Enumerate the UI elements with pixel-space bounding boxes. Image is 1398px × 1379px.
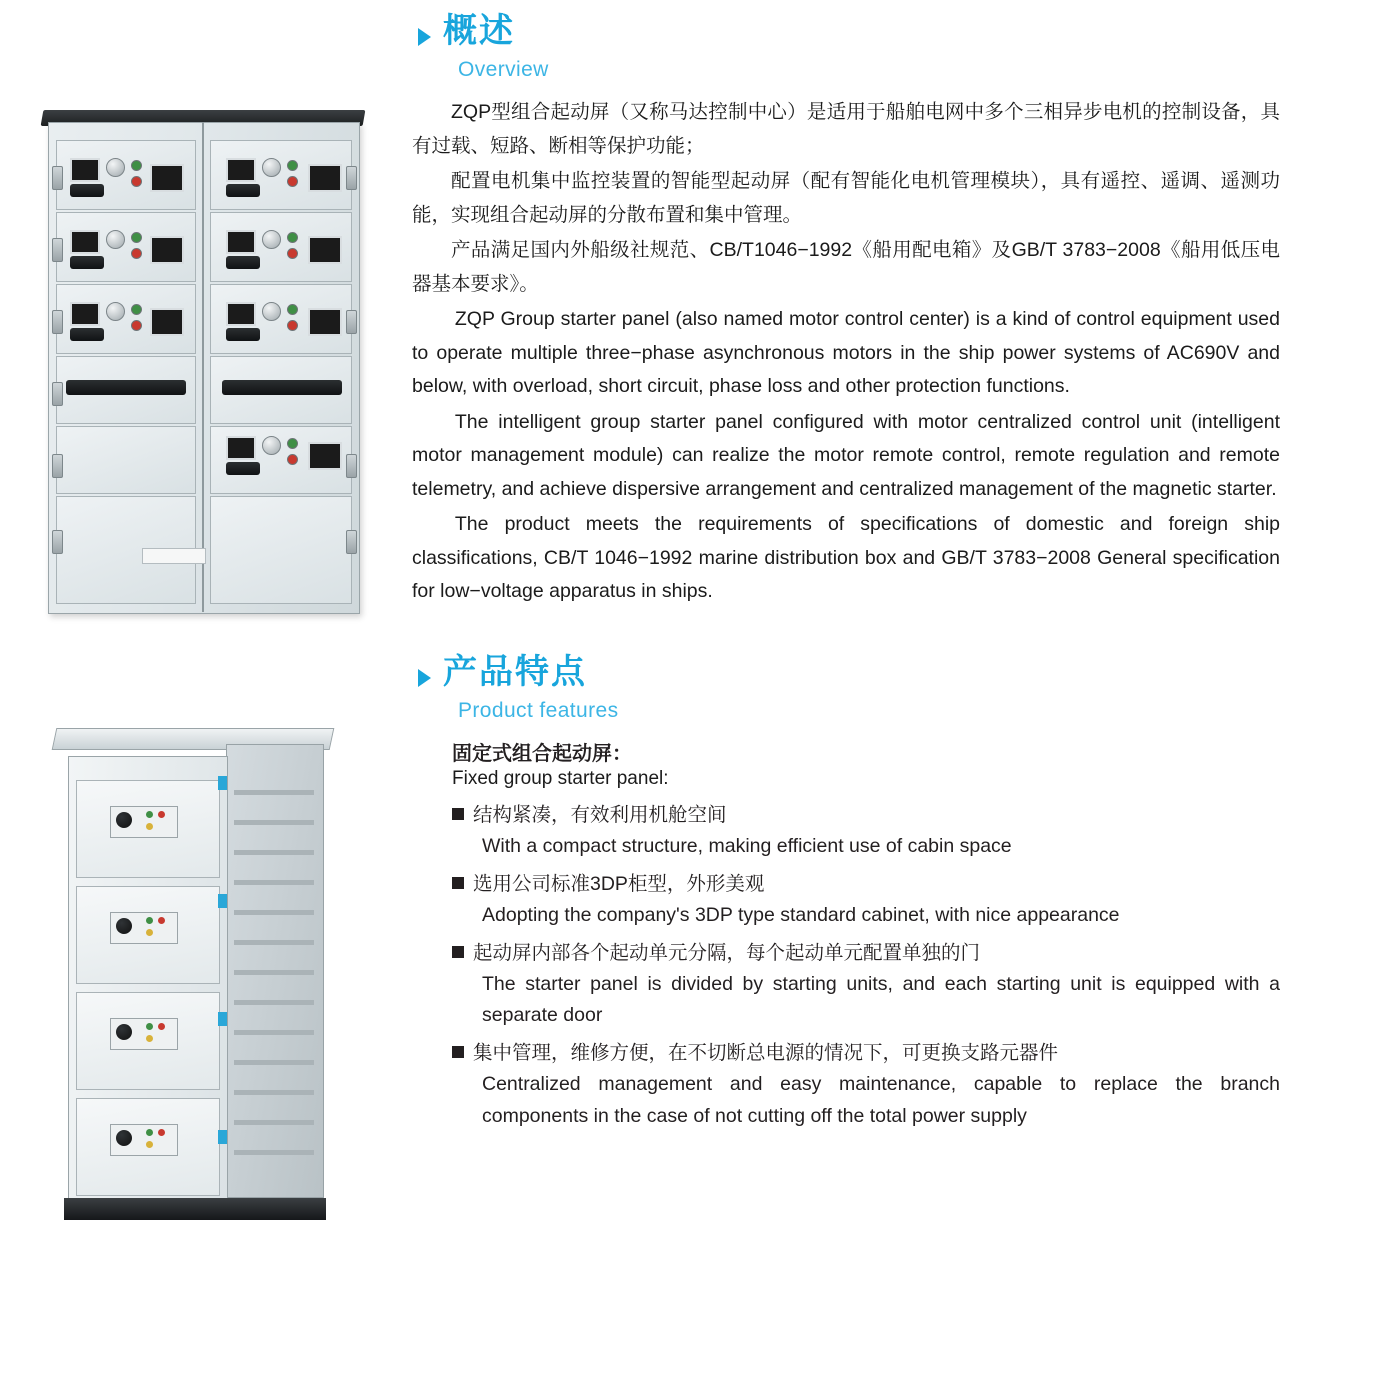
selector-knob — [262, 230, 281, 249]
door-hinge — [52, 382, 63, 406]
indicator-lamp — [146, 929, 153, 936]
feature-text-en: The starter panel is divided by starting units, and each starting unit is equipped with a separate door — [482, 972, 1280, 1027]
panel-meter — [150, 164, 184, 192]
triangle-bullet-icon — [418, 28, 431, 46]
side-vent-slot — [234, 850, 314, 855]
indicator-lamp — [146, 1023, 153, 1030]
indicator-lamp — [131, 248, 142, 259]
feature-text-cn: 选用公司标准3DP柜型，外形美观 — [473, 872, 765, 895]
indicator-lamp — [287, 160, 298, 171]
feature-text-cn-wrap — [452, 800, 1280, 831]
indicator-lamp — [287, 176, 298, 187]
indicator-lamp — [146, 811, 153, 818]
label-strip — [226, 328, 260, 341]
overview-paragraph-en: The intelligent group starter panel configured with motor centralized control unit (intelligent motor management module) can realize the motor remote control, remote regulation and remote telemetry, and achieve dispersive arrangement and centralized management of the magnetic starter. — [412, 410, 1280, 500]
side-vent-slot — [234, 1000, 314, 1005]
indicator-lamp — [287, 320, 298, 331]
door-handle-bar — [66, 380, 186, 395]
list-item — [452, 1038, 1280, 1132]
selector-knob — [262, 158, 281, 177]
indicator-lamp — [287, 248, 298, 259]
indicator-lamp — [287, 232, 298, 243]
label-strip — [70, 256, 104, 269]
section-title-en: Overview — [458, 58, 549, 81]
list-item — [452, 938, 1280, 1032]
selector-knob — [262, 302, 281, 321]
selector-knob — [106, 230, 125, 249]
indicator-lamp — [287, 304, 298, 315]
selector-knob — [116, 1130, 132, 1146]
square-bullet-icon — [452, 946, 464, 958]
indicator-lamp — [146, 1129, 153, 1136]
indicator-lamp — [146, 1141, 153, 1148]
door-hinge — [52, 166, 63, 190]
figure-column — [0, 0, 400, 1379]
side-vent-slot — [234, 1060, 314, 1065]
section-title-cn: 产品特点 — [443, 652, 587, 691]
feature-text-cn: 起动屏内部各个起动单元分隔，每个起动单元配置单独的门 — [473, 941, 981, 964]
feature-text-cn: 集中管理，维修方便，在不切断总电源的情况下，可更换支路元器件 — [473, 1041, 1059, 1064]
section-heading-overview — [418, 14, 1280, 48]
panel-meter — [226, 158, 256, 182]
door-hinge — [52, 530, 63, 554]
selector-knob — [116, 918, 132, 934]
overview-paragraph-en: ZQP Group starter panel (also named motor control center) is a kind of control equipment used to operate multiple three−phase asynchronous motors in the ship power systems of AC690V and below, with overload, short circuit, phase loss and other protection functions. — [412, 308, 1280, 398]
indicator-lamp — [131, 176, 142, 187]
feature-text-en: Centralized management and easy maintenance, capable to replace the branch components in the case of not cutting off the total power supply — [482, 1073, 1280, 1127]
square-bullet-icon — [452, 1046, 464, 1058]
indicator-lamp — [287, 454, 298, 465]
indicator-lamp — [131, 160, 142, 171]
side-vent-slot — [234, 1150, 314, 1155]
content-column — [412, 0, 1280, 1138]
side-vent-slot — [234, 820, 314, 825]
panel-meter — [226, 230, 256, 254]
panel-meter — [226, 302, 256, 326]
selector-knob — [116, 812, 132, 828]
side-vent-slot — [234, 940, 314, 945]
panel-meter — [150, 308, 184, 336]
feature-subtitle-en: Fixed group starter panel: — [452, 767, 669, 789]
indicator-lamp — [158, 1129, 165, 1136]
figure-group-starter-panel-front-photo — [30, 100, 380, 650]
side-vent-slot — [234, 880, 314, 885]
feature-subtitle-cn: 固定式组合起动屏： — [452, 742, 632, 765]
indicator-lamp — [287, 438, 298, 449]
square-bullet-icon — [452, 877, 464, 889]
door-latch — [218, 894, 227, 908]
cabinet-door — [210, 496, 352, 604]
cabinet-illustration-top — [30, 100, 380, 650]
label-strip — [226, 184, 260, 197]
label-strip — [70, 328, 104, 341]
feature-list — [452, 737, 1280, 1132]
label-strip — [226, 256, 260, 269]
feature-text-cn-wrap — [452, 869, 1280, 900]
door-hinge — [346, 454, 357, 478]
feature-text-cn-wrap — [452, 938, 1280, 969]
cabinet-door — [56, 426, 196, 494]
panel-meter — [308, 308, 342, 336]
feature-text-en: Adopting the company's 3DP type standard cabinet, with nice appearance — [482, 903, 1120, 926]
door-hinge — [52, 238, 63, 262]
panel-meter — [70, 302, 100, 326]
side-vent-slot — [234, 790, 314, 795]
overview-paragraph-cn: 产品满足国内外船级社规范、CB/T1046−1992《船用配电箱》及GB/T 3783−2008《船用低压电器基本要求》。 — [412, 239, 1280, 295]
cabinet-base — [64, 1198, 326, 1220]
nameplate — [142, 548, 206, 564]
panel-meter — [308, 164, 342, 192]
side-vent-slot — [234, 1030, 314, 1035]
cabinet-center-divider — [202, 122, 204, 612]
door-hinge — [52, 454, 63, 478]
door-hinge — [346, 530, 357, 554]
indicator-lamp — [146, 823, 153, 830]
panel-meter — [308, 442, 342, 470]
overview-paragraph-cn: ZQP型组合起动屏（又称马达控制中心）是适用于船舶电网中多个三相异步电机的控制设备，具有过载、短路、断相等保护功能； — [412, 101, 1280, 157]
door-latch — [218, 1012, 227, 1026]
triangle-bullet-icon — [418, 669, 431, 687]
section-title-en: Product features — [458, 698, 619, 722]
side-vent-slot — [234, 970, 314, 975]
selector-knob — [106, 302, 125, 321]
door-latch — [218, 1130, 227, 1144]
indicator-lamp — [131, 304, 142, 315]
section-heading-product-features — [418, 652, 1280, 691]
indicator-lamp — [131, 232, 142, 243]
door-handle-bar — [222, 380, 342, 395]
door-hinge — [346, 310, 357, 334]
feature-text-cn-wrap — [452, 1038, 1280, 1069]
overview-paragraph-en: The product meets the requirements of specifications of domestic and foreign ship classifications, CB/T 1046−1992 marine distribution box and GB/T 3783−2008 General specification for low−voltage apparatus in ships. — [412, 513, 1280, 603]
selector-knob — [106, 158, 125, 177]
indicator-lamp — [146, 917, 153, 924]
panel-meter — [226, 436, 256, 460]
side-vent-slot — [234, 1090, 314, 1095]
cabinet-illustration-bottom — [50, 710, 380, 1250]
side-vent-slot — [234, 1120, 314, 1125]
indicator-lamp — [158, 811, 165, 818]
label-strip — [70, 184, 104, 197]
feature-text-cn: 结构紧凑，有效利用机舱空间 — [473, 803, 727, 826]
selector-knob — [262, 436, 281, 455]
side-vent-slot — [234, 910, 314, 915]
indicator-lamp — [158, 917, 165, 924]
selector-knob — [116, 1024, 132, 1040]
door-hinge — [52, 310, 63, 334]
list-item — [452, 869, 1280, 932]
door-latch — [218, 776, 227, 790]
indicator-lamp — [146, 1035, 153, 1042]
figure-fixed-group-starter-cabinet-photo — [50, 710, 380, 1250]
panel-meter — [70, 230, 100, 254]
feature-text-en: With a compact structure, making efficient use of cabin space — [482, 835, 1012, 858]
section-title-cn: 概述 — [443, 12, 515, 50]
label-strip — [226, 462, 260, 475]
square-bullet-icon — [452, 808, 464, 820]
panel-meter — [308, 236, 342, 264]
list-item — [452, 800, 1280, 863]
door-hinge — [346, 166, 357, 190]
panel-meter — [70, 158, 100, 182]
overview-paragraph-cn: 配置电机集中监控装置的智能型起动屏（配有智能化电机管理模块），具有遥控、遥调、遥测功能，实现组合起动屏的分散布置和集中管理。 — [412, 170, 1280, 226]
indicator-lamp — [131, 320, 142, 331]
indicator-lamp — [158, 1023, 165, 1030]
panel-meter — [150, 236, 184, 264]
